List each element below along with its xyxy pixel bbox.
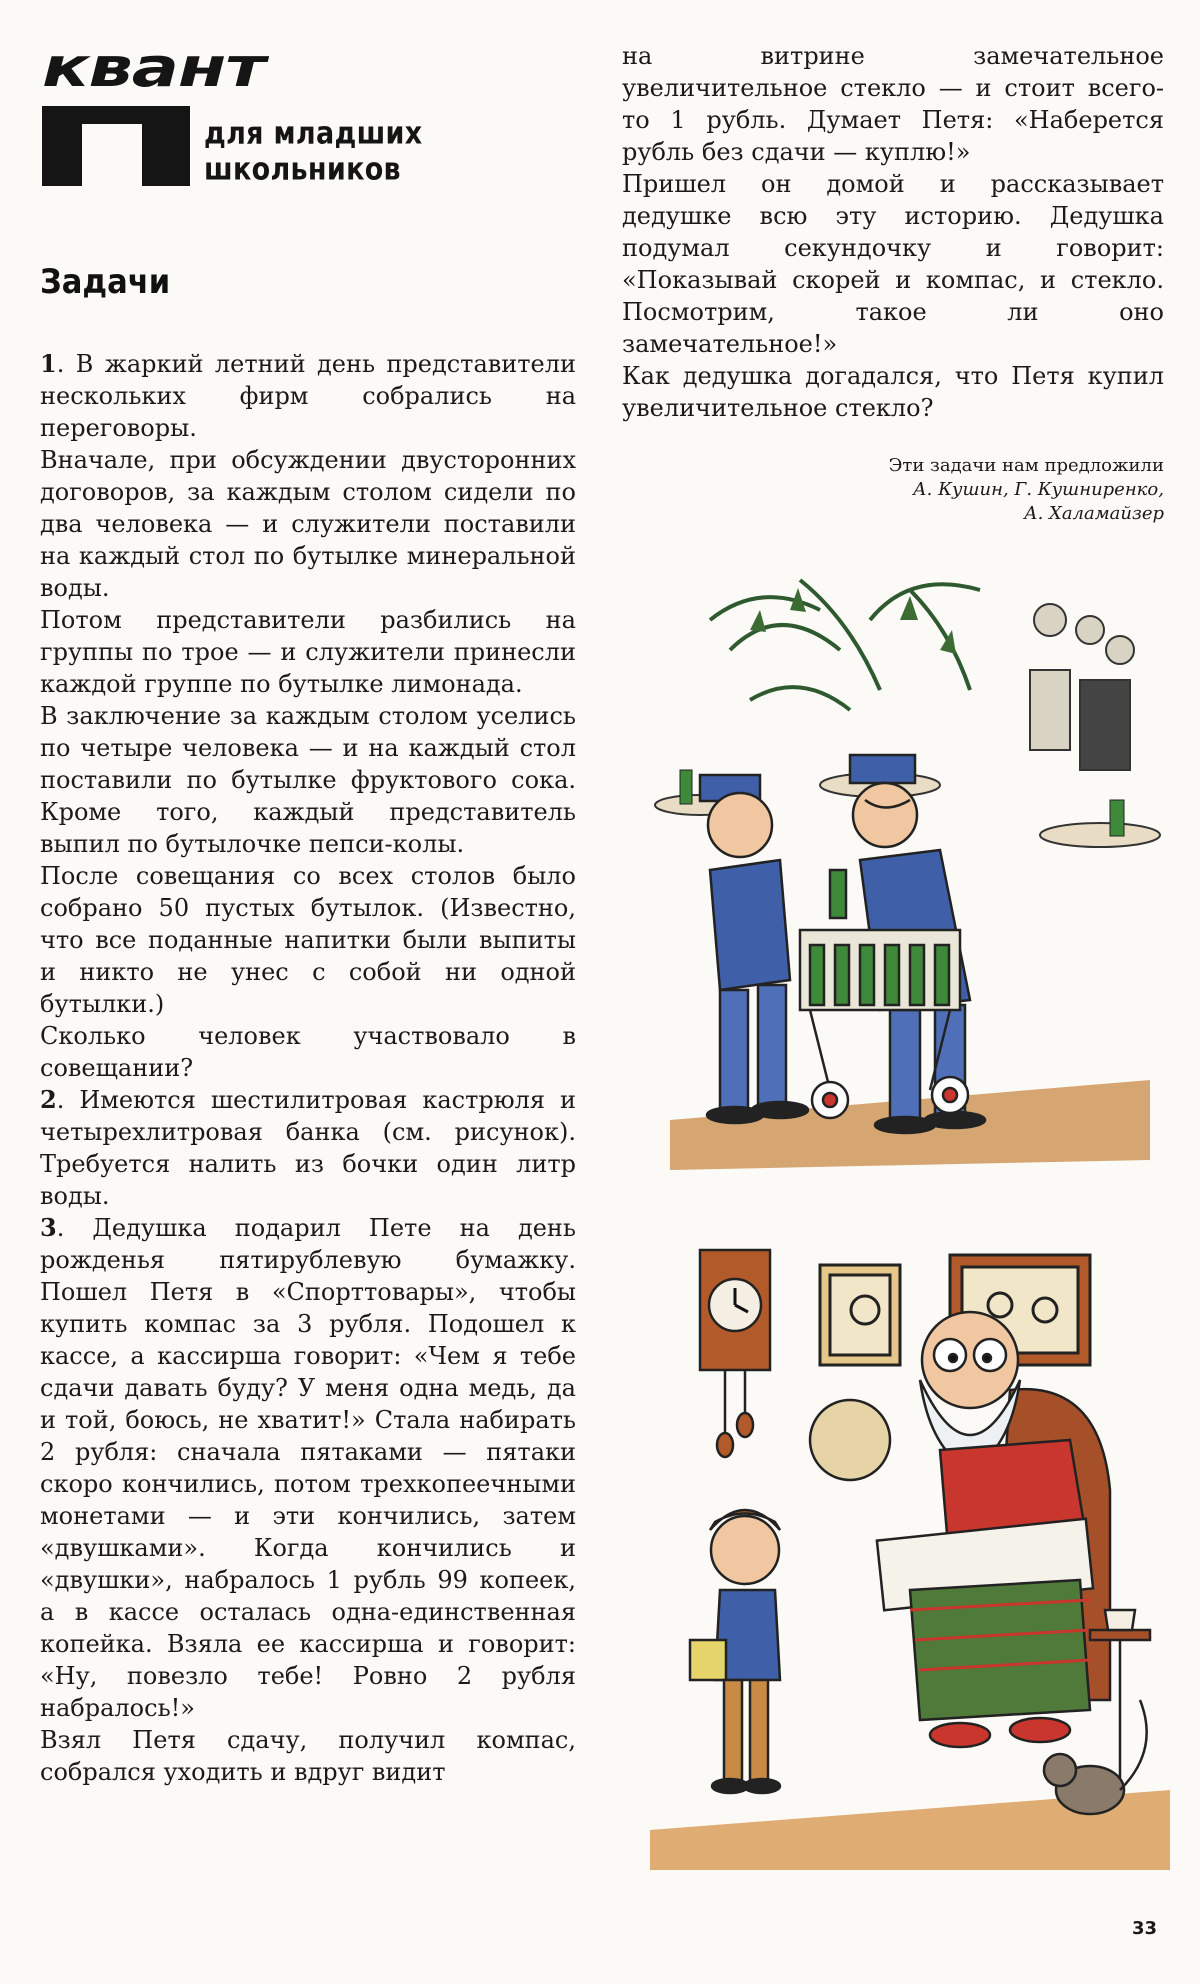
masthead xyxy=(38,35,608,188)
question: Сколько человек участвовало в совещании? xyxy=(40,1022,576,1082)
problem-1-intro xyxy=(40,348,576,444)
paragraph: Вначале, при обсуждении двусторонних договоров, за каждым столом сидели по два человека — и служители поставили на каждый стол по бутылке минеральной воды. xyxy=(40,446,576,602)
problem-number: 1 xyxy=(40,349,57,378)
credits-authors: А. Халамайзер xyxy=(1023,503,1164,524)
credits-authors: А. Кушин, Г. Кушниренко, xyxy=(913,479,1164,500)
masthead-subtitle: для младших школьников xyxy=(204,116,423,188)
section-title: Задачи xyxy=(40,262,171,302)
question: Как дедушка догадался, что Петя купил увеличительное стекло? xyxy=(622,362,1164,422)
paragraph: на витрине замечательное увеличительное стекло — и стоит всего-то 1 рубль. Думает Петя: «Наберется рубль без сдачи — куплю!» xyxy=(622,42,1164,166)
paragraph: Взял Петя сдачу, получил компас, собрался уходить и вдруг видит xyxy=(40,1726,576,1786)
paragraph-text: . Имеются шестилитровая кастрюля и четырехлитровая банка (см. рисунок). Требуется налить из бочки один литр воды. xyxy=(40,1086,576,1210)
page-number: 33 xyxy=(1132,1918,1158,1939)
paragraph: После совещания со всех столов было собрано 50 пустых бутылок. (Известно, что все поданные напитки были выпиты и никто не унес с собой ни одной бутылки.) xyxy=(40,862,576,1018)
left-column xyxy=(40,348,576,1788)
paragraph: В заключение за каждым столом уселись по четыре человека — и на каждый стол поставили по бутылке фруктового сока. Кроме того, каждый представитель выпил по бутылочке пепси-колы. xyxy=(40,702,576,858)
credits-intro: Эти задачи нам предложили xyxy=(888,455,1164,476)
problem-number: 3 xyxy=(40,1213,57,1242)
problem-3 xyxy=(40,1212,576,1724)
paragraph: Пришел он домой и рассказывает дедушке всю эту историю. Дедушка подумал секундочку и говорит: «Показывай скорей и компас, и стекло. Посмотрим, такое ли оно замечательное!» xyxy=(622,170,1164,358)
paragraph-text: . В жаркий летний день представители нескольких фирм собрались на переговоры. xyxy=(40,350,576,442)
right-column xyxy=(622,40,1164,424)
paragraph-text: . Дедушка подарил Пете на день рожденья пятирублевую бумажку. Пошел Петя в «Спорттовары», чтобы купить компас за 3 рубля. Подошел к кассе, а кассирша говорит: «Чем я тебе сдачи давать буду? У меня одна медь, да и той, боюсь, не хватит!» Стала набирать 2 рубля: сначала пятаками — пятаки скоро кончились, потом трехкопеечными монетами — и эти кончились, затем «двушками». Когда кончились и «двушки», набралось 1 рубль 99 копеек, а в кассе осталась одна-единственная копейка. Взяла ее кассирша и говорит: «Ну, повезло тебе! Ровно 2 рубля набралось!» xyxy=(40,1214,576,1722)
logo-block-icon xyxy=(42,106,190,186)
problem-number: 2 xyxy=(40,1085,57,1114)
credits xyxy=(700,454,1164,526)
paragraph: Потом представители разбились на группы по трое — и служители принесли каждой группе по бутылке лимонада. xyxy=(40,606,576,698)
illustration-waiters xyxy=(650,560,1170,1180)
illustration-grandpa-petya xyxy=(650,1230,1170,1870)
problem-2 xyxy=(40,1084,576,1212)
magazine-logo: квант xyxy=(42,35,265,100)
